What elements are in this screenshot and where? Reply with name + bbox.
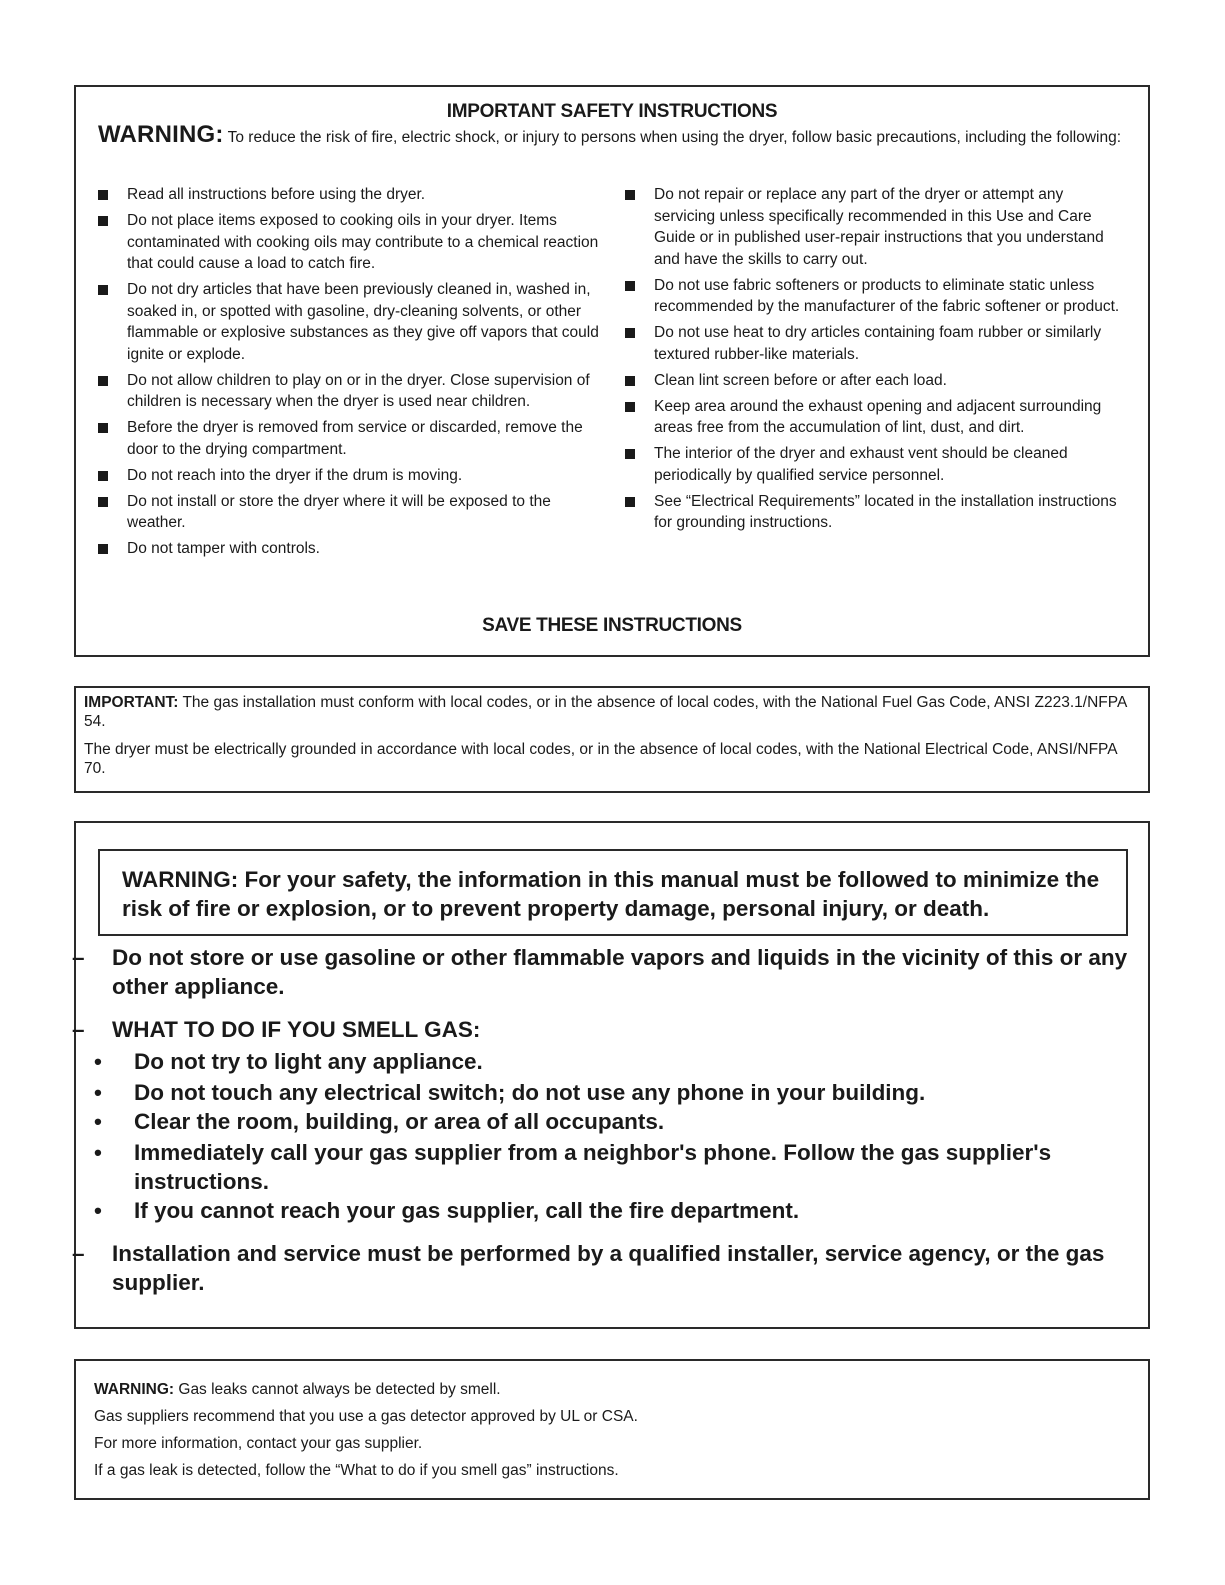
gas-leak-line-3: For more information, contact your gas supplier. bbox=[94, 1435, 423, 1452]
important-text-1: The gas installation must conform with local codes, or in the absence of local codes, with the National Fuel Gas Code, ANSI Z223.1/NFPA 54. bbox=[84, 694, 1127, 730]
important-box bbox=[74, 686, 1150, 793]
gas-bullet: • Do not touch any electrical switch; do not use any phone in your building. bbox=[94, 1080, 926, 1105]
gas-bullet: • Do not try to light any appliance. bbox=[94, 1049, 483, 1074]
list-item: Do not use fabric softeners or products to eliminate static unless recommended by the manufacturer of the fabric softener or product. bbox=[625, 275, 1125, 318]
important-label: IMPORTANT: bbox=[84, 694, 179, 711]
list-item: Do not tamper with controls. bbox=[98, 538, 608, 560]
gas-warning-line-2: – WHAT TO DO IF YOU SMELL GAS: bbox=[72, 1017, 481, 1042]
warning-label: WARNING: bbox=[98, 121, 224, 148]
gas-bullet: • If you cannot reach your gas supplier, call the fire department. bbox=[94, 1198, 800, 1223]
gas-warning-line-1: – Do not store or use gasoline or other flammable vapors and liquids in the vicinity of this or any other appliance. bbox=[72, 945, 1128, 999]
list-item: Do not allow children to play on or in the dryer. Close supervision of children is necessary when the dryer is used near children. bbox=[98, 370, 608, 413]
left-column bbox=[98, 184, 608, 564]
important-paragraph-2: The dryer must be electrically grounded in accordance with local codes, or in the absence of local codes, with the National Electrical Code, ANSI/NFPA 70. bbox=[84, 741, 1117, 777]
right-column bbox=[625, 184, 1125, 538]
inner-warning-box bbox=[98, 849, 1128, 936]
gas-leak-line-4: If a gas leak is detected, follow the “What to do if you smell gas” instructions. bbox=[94, 1462, 619, 1479]
safety-instructions-box bbox=[74, 85, 1150, 657]
safety-warning bbox=[98, 121, 1138, 149]
warning-text: To reduce the risk of fire, electric shock, or injury to persons when using the dryer, follow basic precautions, including the following: bbox=[223, 129, 1122, 146]
list-item: Do not place items exposed to cooking oils in your dryer. Items contaminated with cooking oils may contribute to a chemical reaction that could cause a load to catch fire. bbox=[98, 210, 608, 275]
save-instructions-title: SAVE THESE INSTRUCTIONS bbox=[482, 615, 742, 636]
list-item: Do not install or store the dryer where it will be exposed to the weather. bbox=[98, 491, 608, 534]
list-item: The interior of the dryer and exhaust vent should be cleaned periodically by qualified service personnel. bbox=[625, 443, 1125, 486]
list-item: Do not use heat to dry articles containing foam rubber or similarly textured rubber-like materials. bbox=[625, 322, 1125, 365]
list-item: Do not dry articles that have been previously cleaned in, washed in, soaked in, or spotted with gasoline, dry-cleaning solvents, or other flammable or explosive substances as they give off vapors that could ignite or explode. bbox=[98, 279, 608, 365]
gas-warning-box bbox=[74, 821, 1150, 1329]
gas-warning-line-3: – Installation and service must be performed by a qualified installer, service agency, or the gas supplier. bbox=[72, 1241, 1105, 1295]
gas-bullet: • Clear the room, building, or area of all occupants. bbox=[94, 1109, 665, 1134]
gas-bullet: • Immediately call your gas supplier from a neighbor's phone. Follow the gas supplier's instructions. bbox=[94, 1140, 1052, 1194]
list-item: Before the dryer is removed from service or discarded, remove the door to the drying compartment. bbox=[98, 417, 608, 460]
list-item: Keep area around the exhaust opening and adjacent surrounding areas free from the accumulation of lint, dust, and dirt. bbox=[625, 396, 1125, 439]
gas-leak-line-1: WARNING: Gas leaks cannot always be detected by smell. bbox=[94, 1381, 501, 1398]
list-item: Read all instructions before using the dryer. bbox=[98, 184, 608, 206]
inner-warning-text: WARNING: For your safety, the information in this manual must be followed to minimize the risk of fire or explosion, or to prevent property damage, personal injury, or death. bbox=[122, 867, 1100, 921]
list-item: Clean lint screen before or after each load. bbox=[625, 370, 1125, 392]
important-paragraph-1 bbox=[84, 693, 1134, 731]
list-item: See “Electrical Requirements” located in the installation instructions for grounding instructions. bbox=[625, 491, 1125, 534]
gas-leak-label: WARNING: bbox=[94, 1381, 175, 1398]
list-item: Do not reach into the dryer if the drum is moving. bbox=[98, 465, 608, 487]
gas-leak-line-2: Gas suppliers recommend that you use a gas detector approved by UL or CSA. bbox=[94, 1408, 638, 1425]
safety-title: IMPORTANT SAFETY INSTRUCTIONS bbox=[446, 101, 778, 122]
gas-leak-box bbox=[74, 1359, 1150, 1500]
list-item: Do not repair or replace any part of the dryer or attempt any servicing unless specifically recommended in this Use and Care Guide or in published user-repair instructions that you understand and have the skills to carry out. bbox=[625, 184, 1125, 270]
